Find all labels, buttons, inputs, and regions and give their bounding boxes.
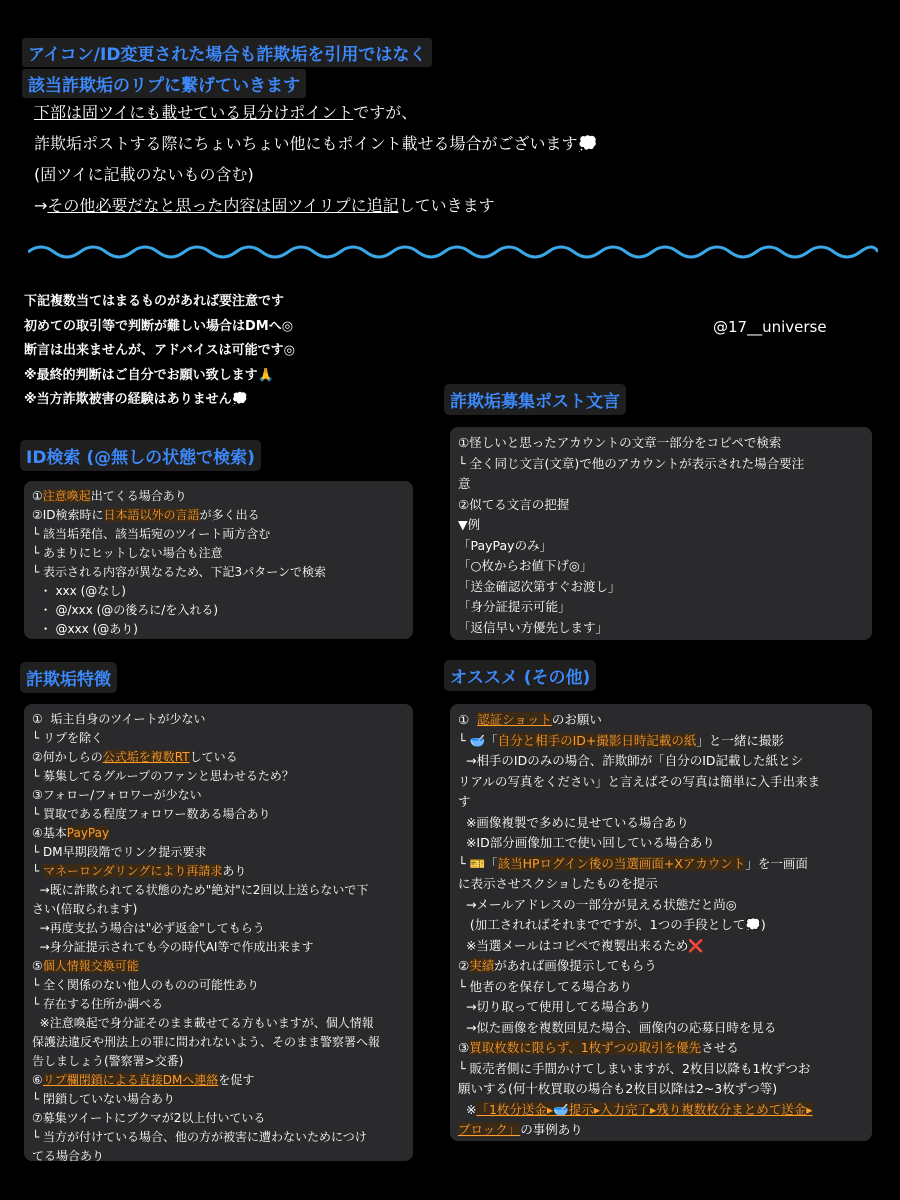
list-item: ※画像複製で多めに見せている場合あり [458, 814, 689, 830]
header-title-line1: アイコン/ID変更された場合も詐欺垢を引用ではなく [22, 38, 432, 67]
list-item [32, 506, 405, 525]
intro-text: ですが、 [353, 103, 418, 122]
intro-text: していきます [398, 196, 495, 215]
list-item: ① 垢主自身のツイートが少ない [32, 712, 206, 726]
list-item [458, 1038, 864, 1059]
highlight: 日本語以外の言語 [103, 508, 200, 522]
arrow: → [34, 196, 48, 215]
list-item: 願いする(何十枚買取の場合も2枚目以降は2~3枚ずつ等) [458, 1081, 778, 1096]
warning-item: ※当方詐欺被害の経験はありません💭 [24, 392, 248, 407]
list-item: ・ xxx (@なし) [32, 584, 126, 598]
list-item: 「PayPayのみ」 [458, 537, 553, 553]
text: があれば画像提示してもらう [494, 958, 657, 973]
list-item [458, 710, 864, 731]
list-item: ①怪しいと思ったアカウントの文章一部分をコピペで検索 [458, 435, 782, 450]
warning-item: 下記複数当てはまるものがあれば要注意です [24, 294, 285, 309]
list-item: てる場合あり [32, 1149, 105, 1163]
warning-item: 断言は出来ませんが、アドバイスは可能です◎ [24, 343, 295, 358]
intro-line4 [34, 190, 495, 221]
highlight: 自分と相手のID+撮影日時記載の紙 [497, 732, 697, 748]
text: └ 🎫「 [458, 855, 498, 871]
text: ④基本 [32, 826, 67, 840]
text: ②何かしらの [32, 750, 103, 764]
list-item [32, 824, 405, 843]
list-item: ※ID部分画像加工で使い回している場合あり [458, 835, 715, 850]
list-item: リアルの写真をください」と言えばその写真は簡単に入手出来ま [458, 773, 821, 789]
intro-line3: (固ツイに記載のないもの含む) [34, 165, 254, 184]
list-item: └ 販売者側に手間かけてしまいますが、2枚目以降も1枚ずつお [458, 1060, 811, 1076]
text: ② [458, 958, 470, 973]
list-item: ・ @/xxx (@の後ろに/を入れる) [32, 603, 219, 617]
warning-item: ※最終的判断はご自分でお願い致します🙏 [24, 367, 274, 383]
highlight: 注意喚起 [42, 489, 91, 503]
list-item [32, 1071, 405, 1090]
list-item [458, 1100, 864, 1121]
list-item [458, 1120, 864, 1141]
text: ⑤ [32, 959, 43, 973]
list-item: 告しましょう(警察署>交番) [32, 1054, 184, 1068]
highlight: マネーロンダリングにより再請求 [43, 864, 223, 878]
list-item [32, 862, 405, 881]
list-item: 「送金確認次第すぐお渡し」 [458, 578, 621, 594]
highlight: ブロック」 [458, 1122, 521, 1137]
list-item: →相手のIDのみの場合、詐欺師が「自分のID記載した紙とシ [458, 753, 804, 768]
list-item [32, 957, 405, 976]
fraud-features-box [24, 704, 413, 1161]
recommend-title: オススメ (その他) [444, 660, 596, 691]
highlight: 個人情報交換可能 [42, 959, 139, 973]
list-item: 「○枚からお値下げ◎」 [458, 558, 593, 573]
text: ②ID検索時に [32, 508, 104, 522]
text: ③ [458, 1040, 470, 1055]
post-text-box [450, 427, 872, 640]
text: が多く出る [199, 508, 260, 522]
text: ⑥ [32, 1073, 43, 1087]
highlight: 該当HPログイン後の当選画面+Xアカウント [497, 855, 746, 871]
list-item: に表示させスクショしたものを提示 [458, 876, 658, 891]
text: あり [222, 864, 247, 878]
list-item: └ 買取である程度フォロワー数ある場合あり [32, 807, 271, 821]
header-title-line2: 該当詐欺垢のリプに繋げていきます [22, 69, 306, 98]
list-item: └ リプを除く [32, 731, 104, 745]
text: のお願い [551, 712, 602, 727]
text: を促す [218, 1073, 255, 1087]
text: の事例あり [520, 1122, 583, 1137]
text: 出てくる場合あり [90, 489, 187, 503]
wave-divider [28, 240, 878, 264]
list-item: └ あまりにヒットしない場合も注意 [32, 546, 223, 560]
list-item: ※当選メールはコピペで複製出来るため❌ [458, 937, 704, 953]
list-item: └ 全く関係のない他人のものの可能性あり [32, 978, 260, 992]
list-item: └ 当方が付けている場合、他の方が被害に遭わないためにつけ [32, 1130, 367, 1144]
id-search-title: ID検索 (@無しの状態で検索) [20, 440, 261, 471]
list-item: →身分証提示されても今の時代AI等で作成出来ます [32, 940, 314, 954]
list-item: ・ @xxx (@あり) [32, 622, 138, 636]
list-item: す [458, 794, 471, 809]
recommend-box [450, 704, 872, 1141]
intro-line2: 詐欺垢ポストする際にちょいちょい他にもポイント載せる場合がございます💭 [34, 134, 598, 153]
text: ※ [458, 1101, 477, 1117]
list-item: 「返信早い方優先します」 [458, 619, 609, 635]
text: している [189, 750, 238, 764]
highlight: 買取枚数に限らず、1枚ずつの取引を優先 [469, 1040, 702, 1055]
text: └ 🥣「 [458, 732, 498, 748]
intro-underlined: その他必要だなと思った内容は固ツイリプに追記 [47, 196, 399, 215]
list-item [458, 956, 864, 977]
list-item [458, 731, 864, 752]
list-item: (加工されればそれまでですが、1つの手段として💭) [458, 917, 766, 932]
list-item: └ DM早期段階でリンク提示要求 [32, 845, 207, 859]
list-item: →再度支払う場合は"必ず返金"してもらう [32, 921, 265, 935]
list-item: ⑦募集ツイートにブクマが2以上付いている [32, 1111, 266, 1125]
text: 」と一緒に撮影 [696, 732, 784, 748]
num: ① [32, 489, 43, 503]
highlight: 「1枚分送金▸🥣提示▸入力完了▸残り複数枚分まとめて送金▸ [476, 1101, 813, 1117]
text: ① [458, 712, 478, 727]
warning-list [24, 290, 295, 413]
text: └ [32, 864, 44, 878]
warning-item: 初めての取引等で判断が難しい場合はDMへ◎ [24, 318, 294, 334]
highlight: 実績 [469, 958, 495, 973]
list-item: └ 該当垢発信、該当垢宛のツイート両方含む [32, 527, 271, 541]
list-item: ▼例 [458, 517, 481, 532]
list-item: →既に詐欺られてる状態のため"絶対"に2回以上送らないで下 [32, 883, 369, 897]
list-item [458, 854, 864, 875]
list-item: 「身分証提示可能」 [458, 599, 571, 614]
text: させる [701, 1040, 739, 1055]
intro-underlined: 下部は固ツイにも載せている見分けポイント [34, 103, 354, 122]
list-item: →切り取って使用してる場合あり [458, 999, 652, 1014]
intro-line1 [34, 97, 417, 128]
list-item: ③フォロー/フォロワーが少ない [32, 788, 202, 802]
list-item [32, 487, 405, 506]
highlight: 公式垢を複数RT [102, 750, 190, 764]
list-item: さい(倍取られます) [32, 902, 138, 916]
list-item: └ 存在する住所か調べる [32, 997, 164, 1011]
list-item: 意 [458, 476, 471, 491]
list-item: └ 他者のを保存してる場合あり [458, 978, 632, 994]
account-handle: @17__universe [713, 318, 827, 336]
list-item: └ 全く同じ文言(文章)で他のアカウントが表示された場合要注 [458, 455, 805, 471]
highlight: リプ欄閉鎖による直接DMへ連絡 [42, 1073, 219, 1087]
list-item: └ 表示される内容が異なるため、下記3パターンで検索 [32, 565, 326, 579]
list-item: →似た画像を複数回見た場合、画像内の応募日時を見る [458, 1019, 777, 1035]
list-item [32, 748, 405, 767]
fraud-features-title: 詐欺垢特徴 [20, 662, 117, 693]
list-item: →メールアドレスの一部分が見える状態だと尚◎ [458, 896, 737, 912]
list-item: ②似てる文言の把握 [458, 496, 570, 512]
list-item: └ 募集してるグループのファンと思わせるため？ [32, 769, 294, 783]
highlight: 認証ショット [477, 712, 552, 727]
list-item: └ 閉鎖していない場合あり [32, 1092, 176, 1106]
text: 」を一画面 [745, 855, 808, 871]
id-search-box [24, 481, 413, 639]
highlight: PayPay [66, 826, 110, 840]
list-item: ※注意喚起で身分証そのまま載せてる方もいますが、個人情報 [32, 1016, 374, 1030]
list-item: 保護法違反や刑法上の罪に問われないよう、そのまま警察署へ報 [32, 1035, 381, 1049]
post-text-title: 詐欺垢募集ポスト文言 [444, 384, 626, 415]
